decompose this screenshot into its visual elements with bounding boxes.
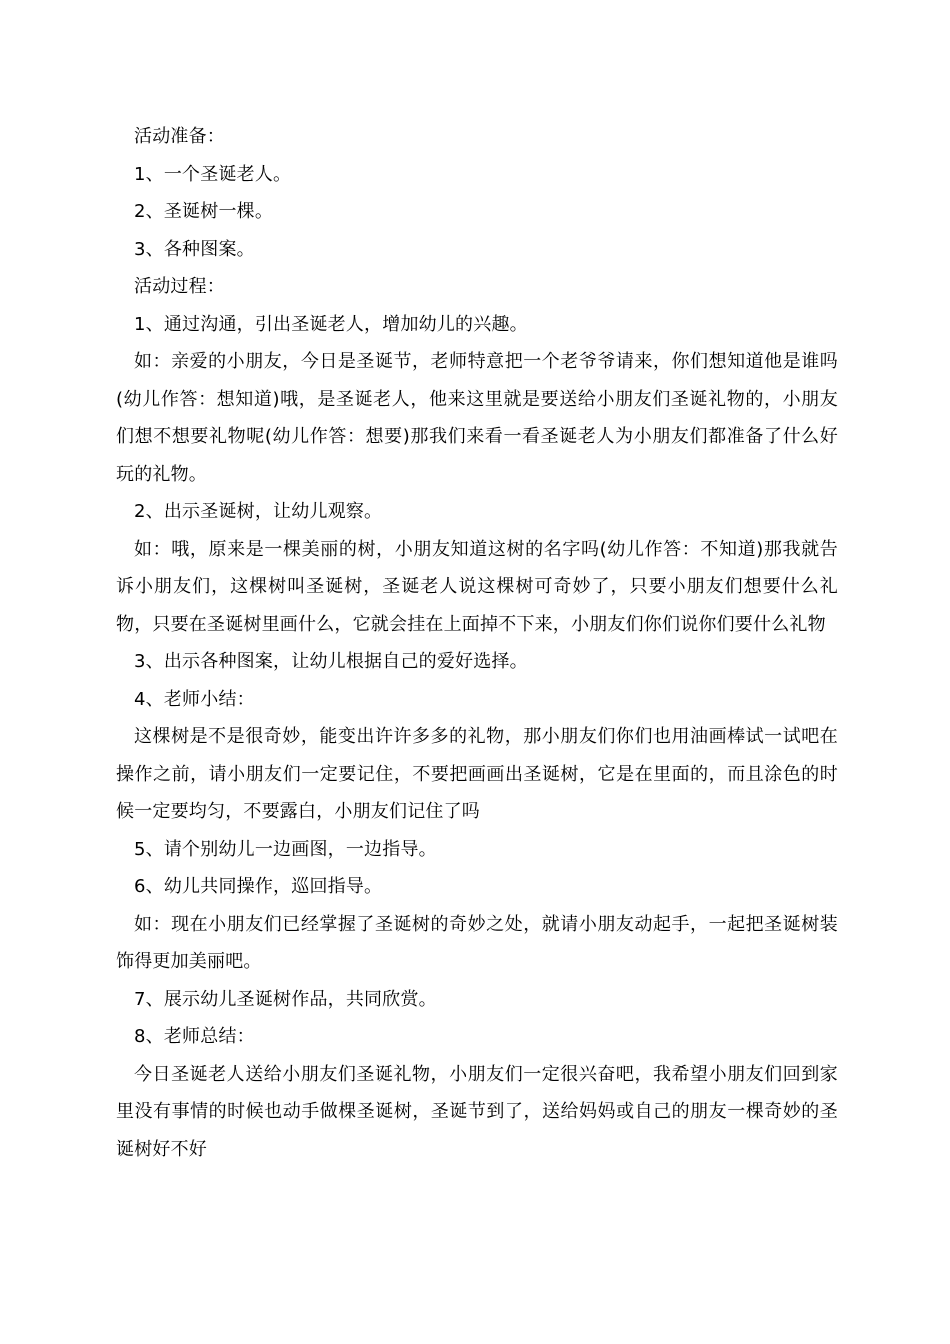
prep-item-2: 2、圣诞树一棵。 [134,201,274,222]
prep-item-3: 3、各种图案。 [134,238,255,260]
process-step-7: 7、展示幼儿圣诞树作品，共同欣赏。 [134,988,437,1010]
process-step-2-example: 如：哦，原来是一棵美丽的树，小朋友知道这树的名字吗(幼儿作答：不知道)那我就告诉小朋友们，这棵树叫圣诞树，圣诞老人说这棵树可奇妙了，只要小朋友们想要什么礼物，只要在圣诞树里画什么，它就会挂在上面掉不下来，小朋友们你们说你们要什么礼物 [116,538,838,635]
prep-item-1: 1、一个圣诞老人。 [134,163,292,185]
process-step-8-text: 今日圣诞老人送给小朋友们圣诞礼物，小朋友们一定很兴奋吧，我希望小朋友们回到家里没有事情的时候也动手做棵圣诞树，圣诞节到了，送给妈妈或自己的朋友一棵奇妙的圣诞树好不好 [116,1063,838,1160]
process-step-4-text: 这棵树是不是很奇妙，能变出许许多多的礼物，那小朋友们你们也用油画棒试一试吧在操作之前，请小朋友们一定要记住，不要把画画出圣诞树，它是在里面的，而且涂色的时候一定要均匀，不要露白，小朋友们记住了吗 [116,726,838,822]
process-step-5: 5、请个别幼儿一边画图，一边指导。 [134,838,437,860]
process-step-8: 8、老师总结： [134,1026,255,1047]
document-page [116,118,838,1168]
process-step-3: 3、出示各种图案，让幼儿根据自己的爱好选择。 [134,651,528,672]
heading-activity-preparation: 活动准备： [134,126,225,147]
process-step-6: 6、幼儿共同操作，巡回指导。 [134,876,383,897]
process-step-4: 4、老师小结： [134,688,255,710]
process-step-2: 2、出示圣诞树，让幼儿观察。 [134,501,383,522]
process-step-6-example: 如：现在小朋友们已经掌握了圣诞树的奇妙之处，就请小朋友动起手，一起把圣诞树装饰得更加美丽吧。 [116,913,838,972]
process-step-1: 1、通过沟通，引出圣诞老人，增加幼儿的兴趣。 [134,313,528,335]
process-step-1-example: 如：亲爱的小朋友，今日是圣诞节，老师特意把一个老爷爷请来，你们想知道他是谁吗(幼儿作答：想知道)哦，是圣诞老人，他来这里就是要送给小朋友们圣诞礼物的，小朋友们想不想要礼物呢(幼儿作答：想要)那我们来看一看圣诞老人为小朋友们都准备了什么好玩的礼物。 [116,351,838,485]
heading-activity-process: 活动过程： [134,276,225,297]
